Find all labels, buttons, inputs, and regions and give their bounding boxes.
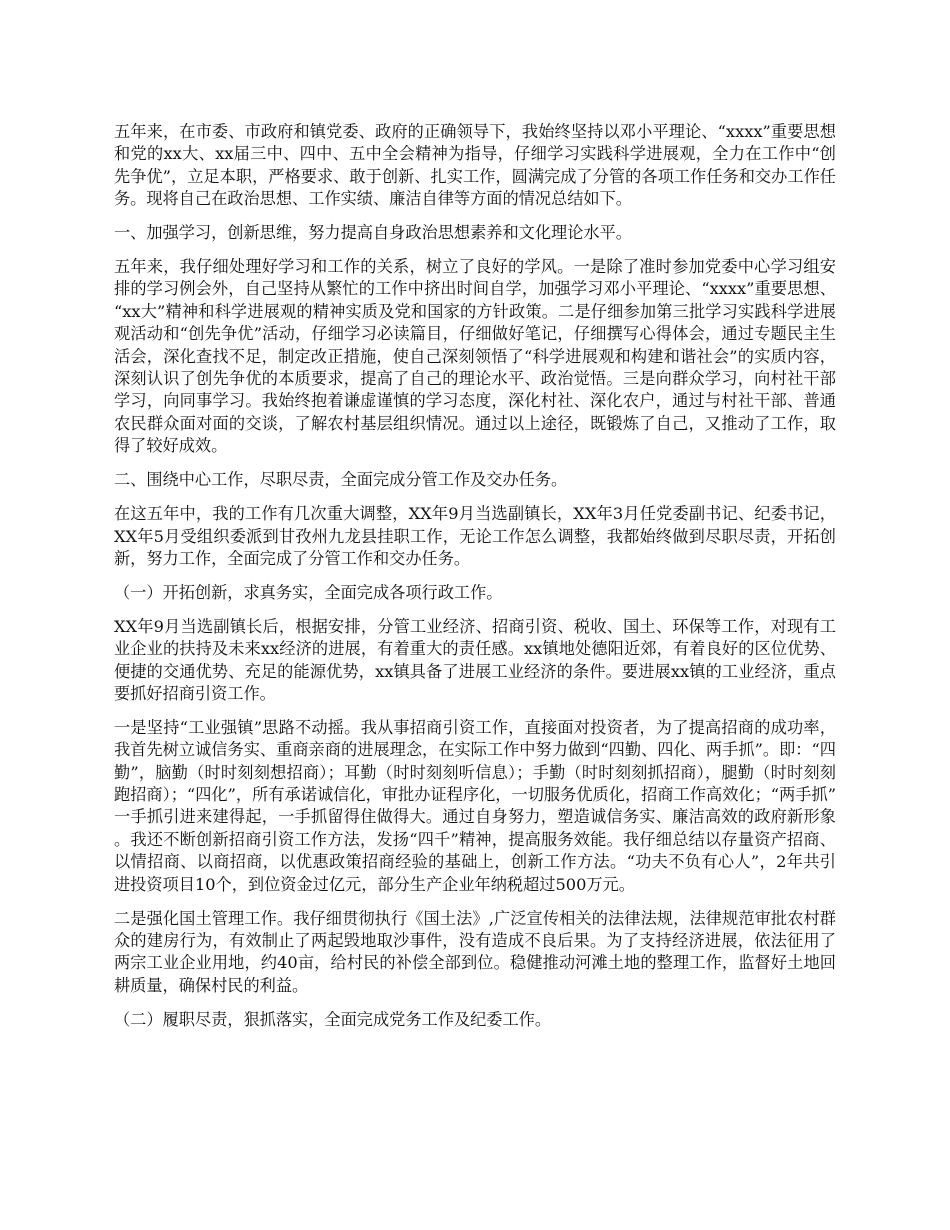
section-heading-1: 一、加强学习，创新思维，努力提高自身政治思想素养和文化理论水平。 — [114, 223, 632, 243]
work-adjustment-paragraph: 在这五年中，我的工作有几次重大调整，XX年9月当选副镇长，XX年3月任党委副书记、纪委书记，XX年5月受组织委派到甘孜州九龙县挂职工作，无论工作怎么调整，我都始终做到尽职尽责，开拓创新，努力工作，全面完成了分管工作和交办任务。 — [114, 504, 836, 568]
intro-paragraph: 五年来，在市委、市政府和镇党委、政府的正确领导下，我始终坚持以邓小平理论、“xxxx”重要思想和党的xx大、xx届三中、四中、五中全会精神为指导，仔细学习实践科学进展观，全力在工作中“创先争优”，立足本职，严格要求、敢于创新、扎实工作，圆满完成了分管的各项工作任务和交办工作任务。现将自己在政治思想、工作实绩、廉洁自律等方面的情况总结如下。 — [114, 122, 836, 209]
industry-paragraph: XX年9月当选副镇长后，根据安排，分管工业经济、招商引资、税收、国土、环保等工作，对现有工业企业的扶持及未来xx经济的进展，有着重大的责任感。xx镇地处德阳近郊，有着良好的区位优势、便捷的交通优势、充足的能源优势，xx镇具备了进展工业经济的条件。要进展xx镇的工业经济，重点要抓好招商引资工作。 — [114, 616, 836, 703]
investment-paragraph: 一是坚持“工业强镇”思路不动摇。我从事招商引资工作，直接面对投资者，为了提高招商的成功率，我首先树立诚信务实、重商亲商的进展理念，在实际工作中努力做到“四勤、四化、两手抓”。即：“四勤”，脑勤（时时刻刻想招商）；耳勤（时时刻刻听信息）；手勤（时时刻刻抓招商），腿勤（时时刻刻跑招商）；“四化”，所有承诺诚信化，审批办证程序化，一切服务优质化，招商工作高效化；“两手抓”一手抓引进来建得起，一手抓留得住做得大。通过自身努力，塑造诚信务实、廉洁高效的政府新形象。我还不断创新招商引资工作方法，发扬“四千”精神，提高服务效能。我仔细总结以存量资产招商、以情招商、以商招商，以优惠政策招商经验的基础上，创新工作方法。“功夫不负有心人”，2年共引进投资项目10个，到位资金过亿元，部分生产企业年纳税超过500万元。 — [114, 717, 836, 894]
document-body — [114, 121, 836, 1043]
section-heading-2: 二、围绕中心工作，尽职尽责，全面完成分管工作及交办任务。 — [114, 470, 568, 490]
subsection-heading-1: （一）开拓创新，求真务实，全面完成各项行政工作。 — [114, 582, 503, 602]
land-management-paragraph: 二是强化国土管理工作。我仔细贯彻执行《国土法》,广泛宣传相关的法律法规，法律规范审批农村群众的建房行为，有效制止了两起毁地取沙事件，没有造成不良后果。为了支持经济进展，依法征用了两宗工业企业用地，约40亩，给村民的补偿全部到位。稳健推动河滩土地的整理工作，监督好土地回耕质量，确保村民的利益。 — [114, 908, 836, 995]
subsection-heading-2: （二）履职尽责，狠抓落实，全面完成党务工作及纪委工作。 — [114, 1009, 552, 1029]
study-paragraph: 五年来，我仔细处理好学习和工作的关系，树立了良好的学风。一是除了准时参加党委中心学习组安排的学习例会外，自己坚持从繁忙的工作中挤出时间自学，加强学习邓小平理论、“xxxx”重要思想、“xx大”精神和科学进展观的精神实质及党和国家的方针政策。二是仔细参加第三批学习实践科学进展观活动和“创先争优”活动，仔细学习必读篇目，仔细做好笔记，仔细撰写心得体会，通过专题民主生活会，深化查找不足，制定改正措施，使自己深刻领悟了“科学进展观和构建和谐社会”的实质内容，深刻认识了创先争优的本质要求，提高了自己的理论水平、政治觉悟。三是向群众学习，向村社干部学习，向同事学习。我始终抱着谦虚谨慎的学习态度，深化村社、深化农户，通过与村社干部、普通农民群众面对面的交谈，了解农村基层组织情况。通过以上途径，既锻炼了自己，又推动了工作，取得了较好成效。 — [114, 257, 836, 456]
